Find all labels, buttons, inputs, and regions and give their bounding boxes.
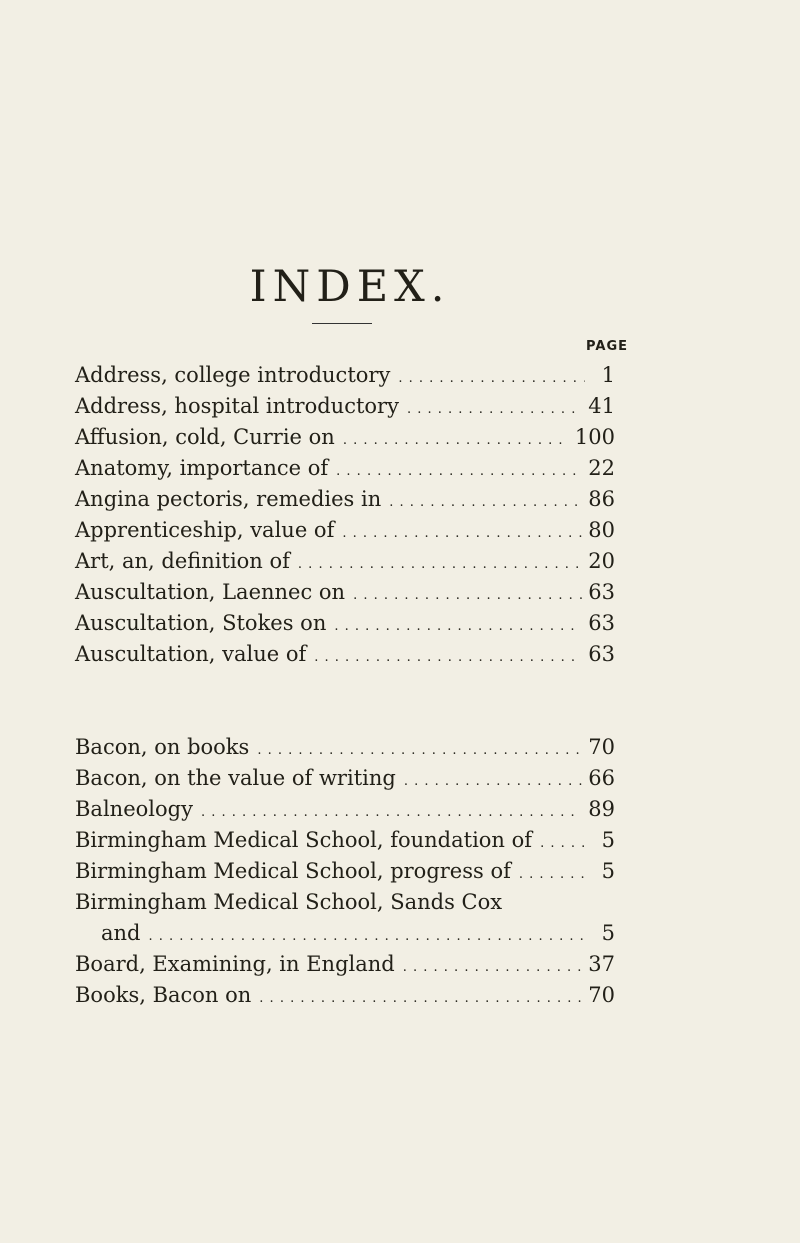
entry-page-number: 41: [588, 394, 615, 418]
dot-leader: [519, 856, 585, 890]
entry-text: Birmingham Medical School, foundation of: [75, 828, 533, 852]
entry-text: Bacon, on books: [75, 735, 250, 759]
dot-leader: [398, 360, 585, 394]
entry-text: Anatomy, importance of: [75, 456, 329, 480]
entry-text: Affusion, cold, Currie on: [75, 425, 335, 449]
title-rule: [312, 323, 372, 324]
dot-leader: [334, 608, 582, 642]
dot-leader: [314, 639, 582, 673]
index-group-a: [75, 360, 615, 670]
entry-page-number: 1: [601, 363, 615, 387]
entry-page-number: 22: [588, 456, 615, 480]
dot-leader: [336, 453, 582, 487]
entry-page-number: 89: [588, 797, 615, 821]
entry-page-number: 70: [588, 983, 615, 1007]
entry-page-number: 86: [588, 487, 615, 511]
dot-leader: [257, 732, 582, 766]
entry-page-number: 20: [588, 549, 615, 573]
entry-text: Auscultation, value of: [75, 642, 307, 666]
entry-text: Auscultation, Laennec on: [75, 580, 346, 604]
entry-text: Birmingham Medical School, progress of: [75, 859, 511, 883]
index-entry: [75, 639, 615, 670]
entry-page-number: 37: [588, 952, 615, 976]
entry-text: Board, Examining, in England: [75, 952, 395, 976]
index-entry: [75, 360, 615, 391]
index-entry: [75, 980, 615, 1011]
index-entry: [75, 546, 615, 577]
index-entry: [75, 577, 615, 608]
entry-text: Auscultation, Stokes on: [75, 611, 327, 635]
entry-page-number: 5: [601, 828, 615, 852]
entry-text: Bacon, on the value of writing: [75, 766, 396, 790]
index-entry-continuation: [75, 918, 615, 949]
index-entry: [75, 453, 615, 484]
index-entry: [75, 608, 615, 639]
index-entry: [75, 887, 615, 918]
entry-text: Angina pectoris, remedies in: [75, 487, 382, 511]
dot-leader: [298, 546, 582, 580]
index-entry: [75, 732, 615, 763]
dot-leader: [407, 391, 582, 425]
index-entry: [75, 515, 615, 546]
entry-page-number: 66: [588, 766, 615, 790]
page-title: INDEX.: [249, 262, 451, 312]
dot-leader: [353, 577, 582, 611]
index-entry: [75, 856, 615, 887]
entry-page-number: 100: [574, 425, 615, 449]
dot-leader: [403, 949, 583, 983]
entry-text: Books, Bacon on: [75, 983, 252, 1007]
entry-text: Address, college introductory: [75, 363, 391, 387]
dot-leader: [149, 918, 586, 952]
entry-page-number: 63: [588, 642, 615, 666]
entry-page-number: 63: [588, 580, 615, 604]
index-entry: [75, 391, 615, 422]
dot-leader: [201, 794, 582, 828]
index-entries: [75, 360, 615, 1011]
entry-page-number: 5: [601, 921, 615, 945]
entry-text: and: [101, 921, 141, 945]
index-entry: [75, 794, 615, 825]
dot-leader: [343, 422, 569, 456]
dot-leader: [389, 484, 582, 518]
entry-page-number: 80: [588, 518, 615, 542]
index-entry: [75, 763, 615, 794]
index-entry: [75, 825, 615, 856]
entry-text: Address, hospital introductory: [75, 394, 399, 418]
entry-page-number: 5: [601, 859, 615, 883]
page-column-label: PAGE: [586, 339, 628, 354]
entry-page-number: 63: [588, 611, 615, 635]
entry-text: Balneology: [75, 797, 193, 821]
entry-page-number: 70: [588, 735, 615, 759]
dot-leader: [342, 515, 582, 549]
entry-text: Apprenticeship, value of: [75, 518, 335, 542]
entry-text: Art, an, definition of: [75, 549, 290, 573]
dot-leader: [259, 980, 582, 1014]
entry-text: Birmingham Medical School, Sands Cox: [75, 890, 503, 914]
dot-leader: [540, 825, 585, 859]
index-entry: [75, 484, 615, 515]
index-group-b: [75, 732, 615, 1011]
index-entry: [75, 949, 615, 980]
dot-leader: [404, 763, 582, 797]
index-entry: [75, 422, 615, 453]
